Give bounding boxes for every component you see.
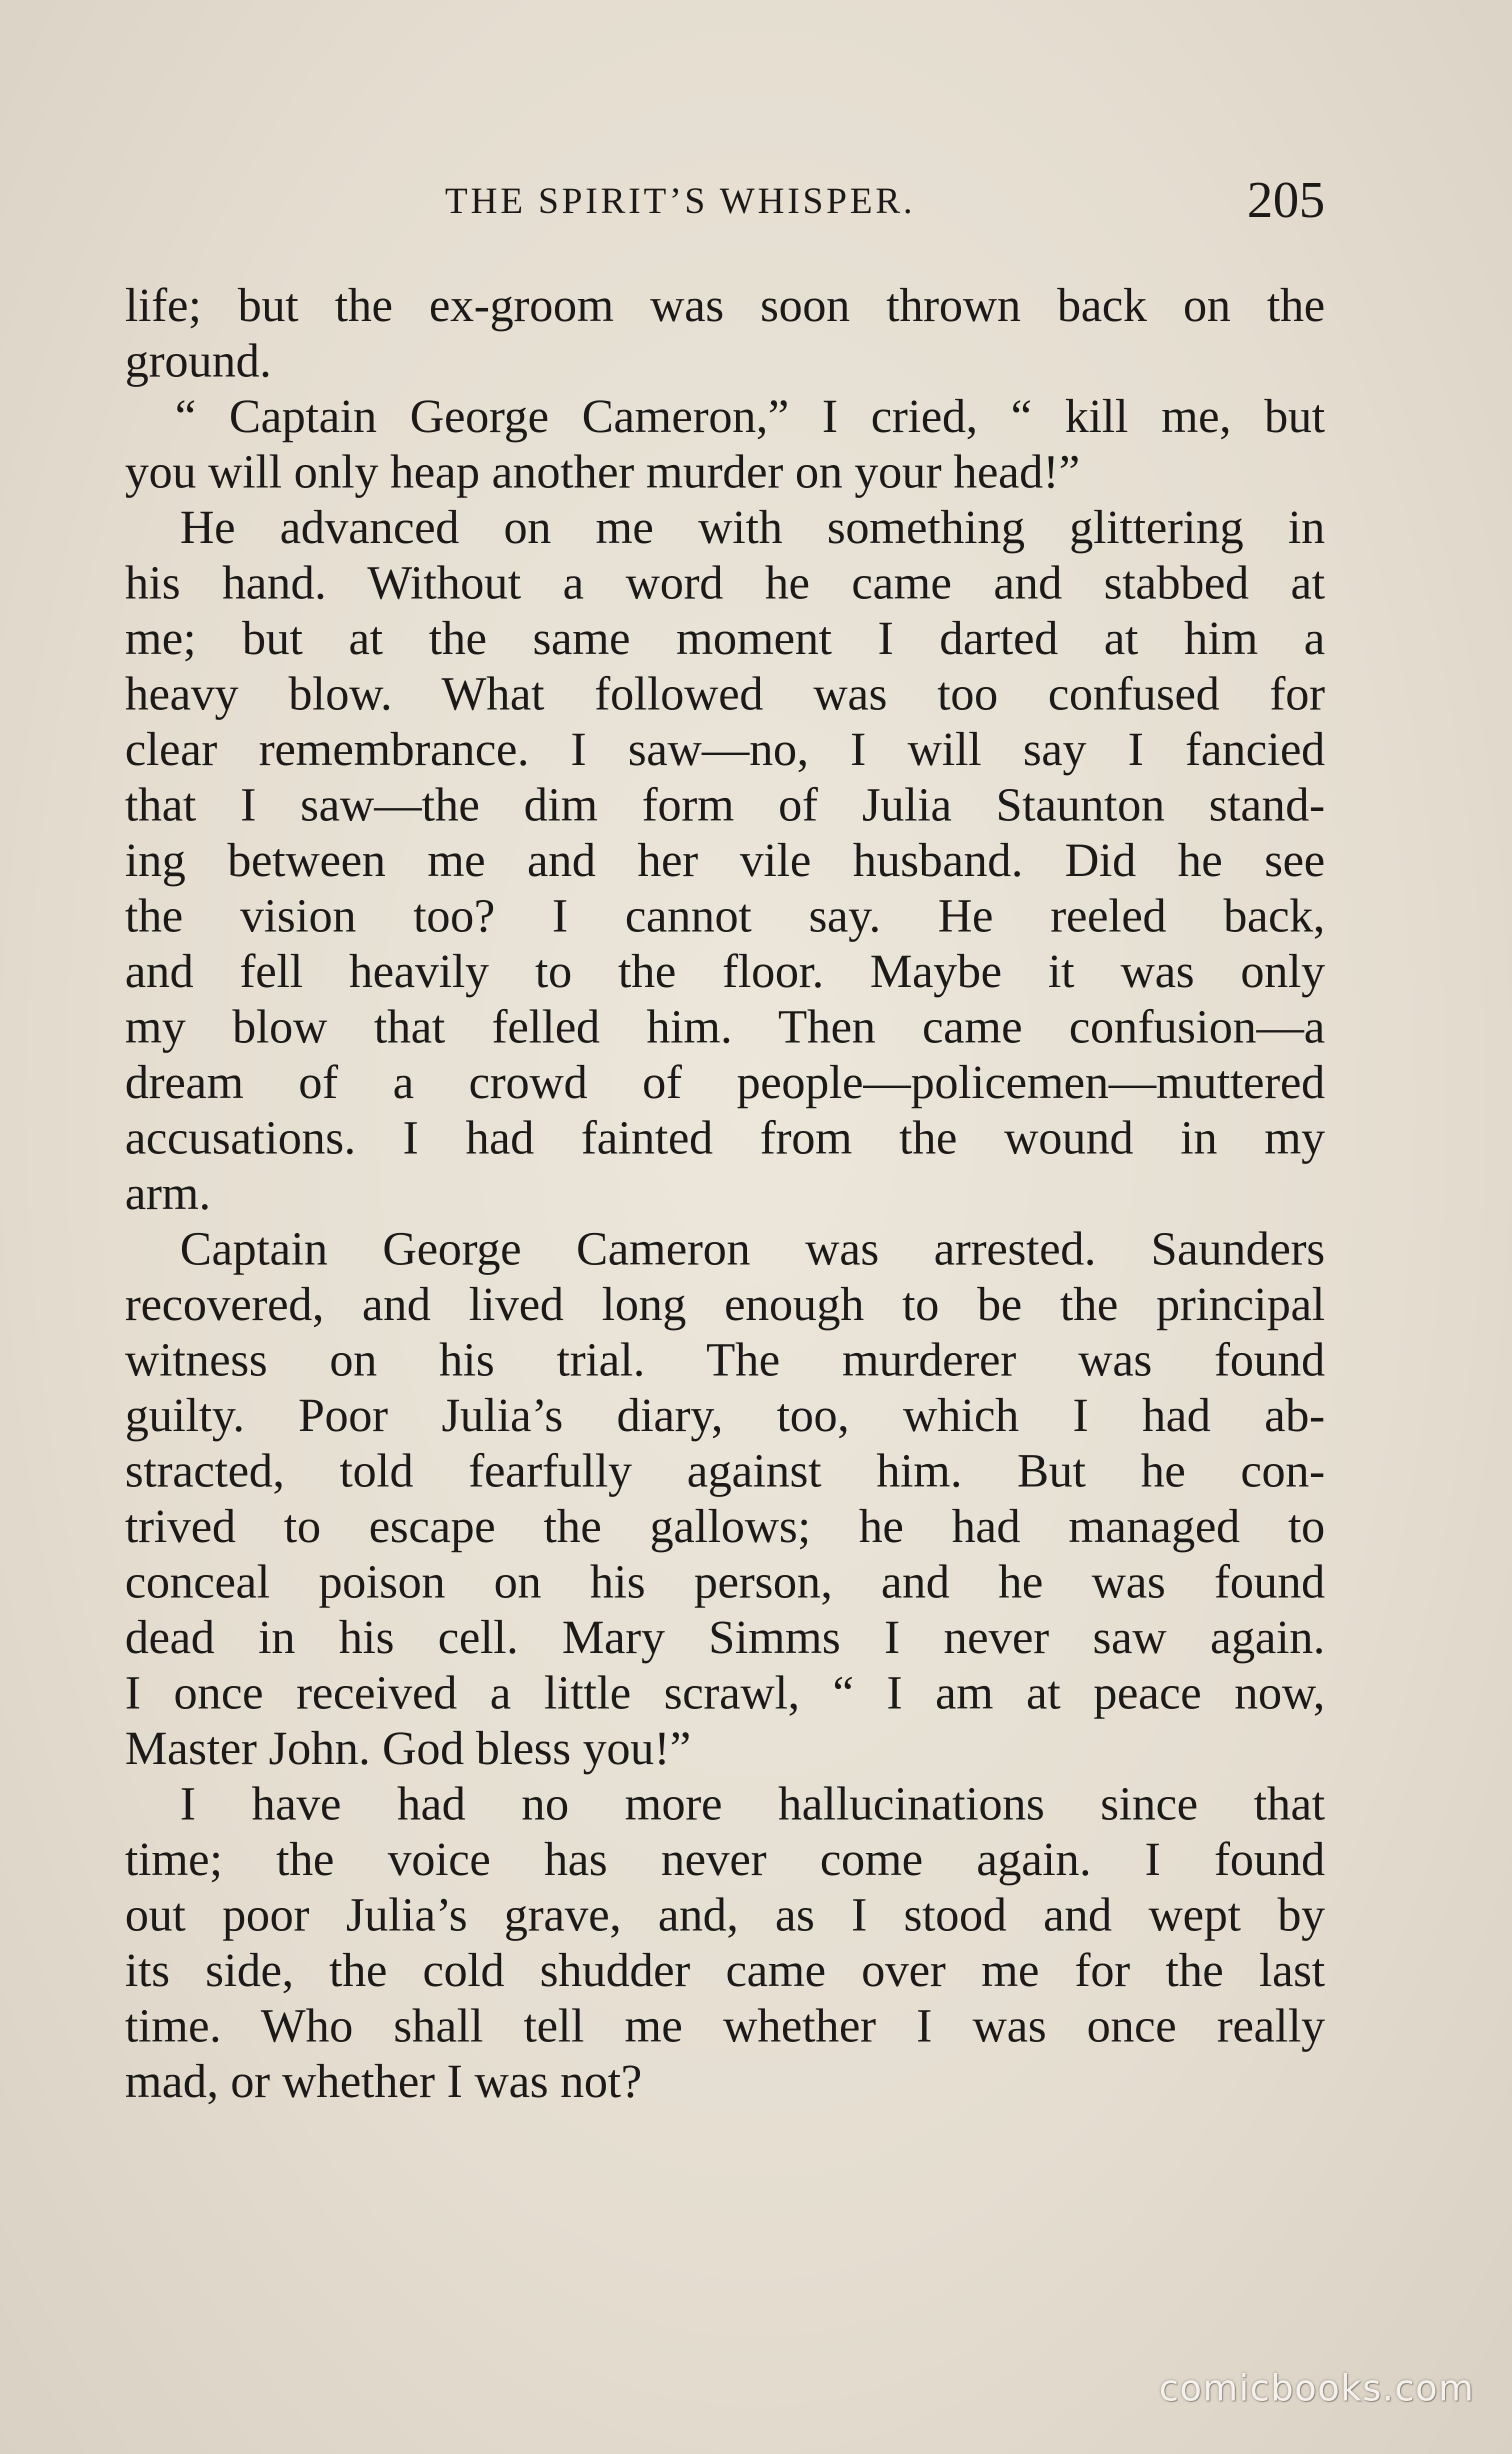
text-line: that I saw—the dim form of Julia Staunton stand- <box>125 778 1325 831</box>
text-line: I once received a little scrawl, “ I am at peace now, <box>125 1666 1325 1719</box>
text-line: Master John. God bless you!” <box>125 1722 691 1774</box>
text-line: my blow that felled him. Then came confusion—a <box>125 1000 1325 1053</box>
watermark: comicbooks.com <box>1158 2367 1474 2409</box>
text-line: his hand. Without a word he came and stabbed at <box>125 556 1325 609</box>
text-line: ground. <box>125 334 272 387</box>
text-line: guilty. Poor Julia’s diary, too, which I had ab- <box>125 1388 1325 1442</box>
text-line: I have had no more hallucinations since that <box>180 1777 1325 1830</box>
page-number: 205 <box>1247 171 1325 228</box>
text-line: trived to escape the gallows; he had managed to <box>125 1500 1325 1552</box>
text-line: arm. <box>125 1166 211 1220</box>
text-line: recovered, and lived long enough to be the principal <box>125 1278 1325 1330</box>
page-header <box>125 170 1325 235</box>
text-line: out poor Julia’s grave, and, as I stood and wept by <box>125 1888 1325 1941</box>
text-line: stracted, told fearfully against him. But he con- <box>125 1444 1325 1497</box>
text-line: heavy blow. What followed was too confused for <box>125 667 1325 720</box>
text-line: He advanced on me with something glittering in <box>180 500 1325 554</box>
text-line: the vision too? I cannot say. He reeled back, <box>125 889 1325 942</box>
text-line: and fell heavily to the floor. Maybe it was only <box>125 944 1325 998</box>
text-line: “ Captain George Cameron,” I cried, “ kill me, but <box>175 390 1325 442</box>
text-line: life; but the ex-groom was soon thrown back on the <box>125 278 1325 332</box>
text-line: witness on his trial. The murderer was found <box>125 1333 1325 1386</box>
text-line: its side, the cold shudder came over me for the last <box>125 1944 1325 1996</box>
text-line: you will only heap another murder on your head!” <box>125 445 1080 498</box>
text-line: dead in his cell. Mary Simms I never saw again. <box>125 1610 1325 1664</box>
text-line: clear remembrance. I saw—no, I will say I fancied <box>125 722 1325 776</box>
text-line: mad, or whether I was not? <box>125 2054 642 2108</box>
text-line: ing between me and her vile husband. Did he see <box>125 834 1325 886</box>
body-text <box>125 278 1325 2109</box>
text-line: me; but at the same moment I darted at him a <box>125 612 1325 664</box>
text-line: accusations. I had fainted from the wound in my <box>125 1111 1325 1164</box>
running-title: THE SPIRIT’S WHISPER. <box>445 180 916 222</box>
text-line: Captain George Cameron was arrested. Saunders <box>180 1222 1325 1275</box>
text-line: conceal poison on his person, and he was found <box>125 1555 1325 1608</box>
text-line: time; the voice has never come again. I found <box>125 1832 1325 1886</box>
text-line: time. Who shall tell me whether I was once really <box>125 1999 1325 2052</box>
text-line: dream of a crowd of people—policemen—muttered <box>125 1056 1325 1108</box>
